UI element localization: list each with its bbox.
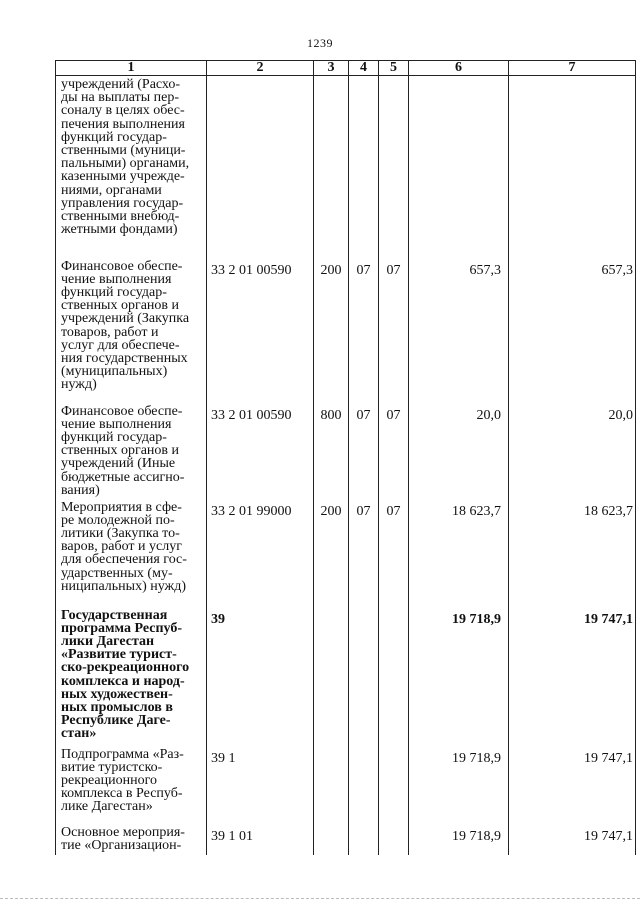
- row-col-3: 800: [314, 403, 349, 499]
- table-row: [56, 403, 636, 499]
- row-amount-col-6: [409, 76, 509, 258]
- table-row: [56, 258, 636, 403]
- row-col-5: [379, 607, 409, 746]
- row-code: 39 1: [207, 746, 314, 824]
- row-col-3: 200: [314, 499, 349, 607]
- row-amount-col-6: 19 718,9: [409, 746, 509, 824]
- row-amount-col-6: 19 718,9: [409, 607, 509, 746]
- row-amount-col-7: 657,3: [509, 258, 636, 403]
- table-header-row: [56, 61, 636, 76]
- row-description: учреждений (Расхо- ды на выплаты пер- соналу в целях обес- печения выполнения функций государ- ственными (муници- пальными) органами, казенными учрежде- ниями, органами управления государ- ственными внебюд- жетными фондами): [56, 76, 207, 258]
- column-header-2: 2: [207, 61, 314, 76]
- table-row: [56, 607, 636, 746]
- budget-table: [55, 60, 636, 855]
- row-code: [207, 76, 314, 258]
- row-col-3: [314, 746, 349, 824]
- row-amount-col-7: 19 747,1: [509, 824, 636, 855]
- table-row: [56, 746, 636, 824]
- row-amount-col-6: 20,0: [409, 403, 509, 499]
- row-col-3: [314, 607, 349, 746]
- row-col-5: 07: [379, 258, 409, 403]
- column-header-7: 7: [509, 61, 636, 76]
- row-col-3: 200: [314, 258, 349, 403]
- row-col-4: 07: [349, 258, 379, 403]
- table-row: [56, 499, 636, 607]
- row-col-5: [379, 824, 409, 855]
- row-description: Основное мероприя- тие «Организацион-: [56, 824, 207, 855]
- row-description: Государственная программа Респуб- лики Дагестан «Развитие турист- ско-рекреационного комплекса и народ- ных художествен- ных промыслов в Республике Даге- стан»: [56, 607, 207, 746]
- row-amount-col-6: 657,3: [409, 258, 509, 403]
- footer-divider: [0, 898, 640, 899]
- row-code: 33 2 01 00590: [207, 403, 314, 499]
- row-code: 33 2 01 99000: [207, 499, 314, 607]
- row-description: Мероприятия в сфе- ре молодежной по- литики (Закупка то- варов, работ и услуг для обеспечения гос- ударственных (му- ниципальных) нужд): [56, 499, 207, 607]
- row-code: 39: [207, 607, 314, 746]
- row-col-4: 07: [349, 403, 379, 499]
- row-col-4: [349, 76, 379, 258]
- table-body: [56, 76, 636, 855]
- column-header-3: 3: [314, 61, 349, 76]
- page-number: 1239: [307, 36, 333, 50]
- row-description: Финансовое обеспе- чение выполнения функций государ- ственных органов и учреждений (Закупка товаров, работ и услуг для обеспече- ния государственных (муниципальных) нужд): [56, 258, 207, 403]
- row-col-4: 07: [349, 499, 379, 607]
- row-amount-col-7: 19 747,1: [509, 746, 636, 824]
- table-row: [56, 824, 636, 855]
- row-amount-col-7: 20,0: [509, 403, 636, 499]
- row-col-4: [349, 746, 379, 824]
- row-code: 33 2 01 00590: [207, 258, 314, 403]
- row-amount-col-6: 19 718,9: [409, 824, 509, 855]
- row-col-5: 07: [379, 499, 409, 607]
- row-col-5: [379, 76, 409, 258]
- row-amount-col-6: 18 623,7: [409, 499, 509, 607]
- row-col-5: [379, 746, 409, 824]
- row-col-4: [349, 607, 379, 746]
- row-col-3: [314, 824, 349, 855]
- column-header-6: 6: [409, 61, 509, 76]
- row-description: Финансовое обеспе- чение выполнения функций государ- ственных органов и учреждений (Иные бюджетные ассигно- вания): [56, 403, 207, 499]
- table-row: [56, 76, 636, 258]
- column-header-4: 4: [349, 61, 379, 76]
- row-amount-col-7: 19 747,1: [509, 607, 636, 746]
- row-amount-col-7: 18 623,7: [509, 499, 636, 607]
- row-col-4: [349, 824, 379, 855]
- column-header-5: 5: [379, 61, 409, 76]
- row-code: 39 1 01: [207, 824, 314, 855]
- row-col-3: [314, 76, 349, 258]
- row-description: Подпрограмма «Раз- витие туристско- рекреационного комплекса в Респуб- лике Дагестан»: [56, 746, 207, 824]
- row-amount-col-7: [509, 76, 636, 258]
- column-header-1: 1: [56, 61, 207, 76]
- row-col-5: 07: [379, 403, 409, 499]
